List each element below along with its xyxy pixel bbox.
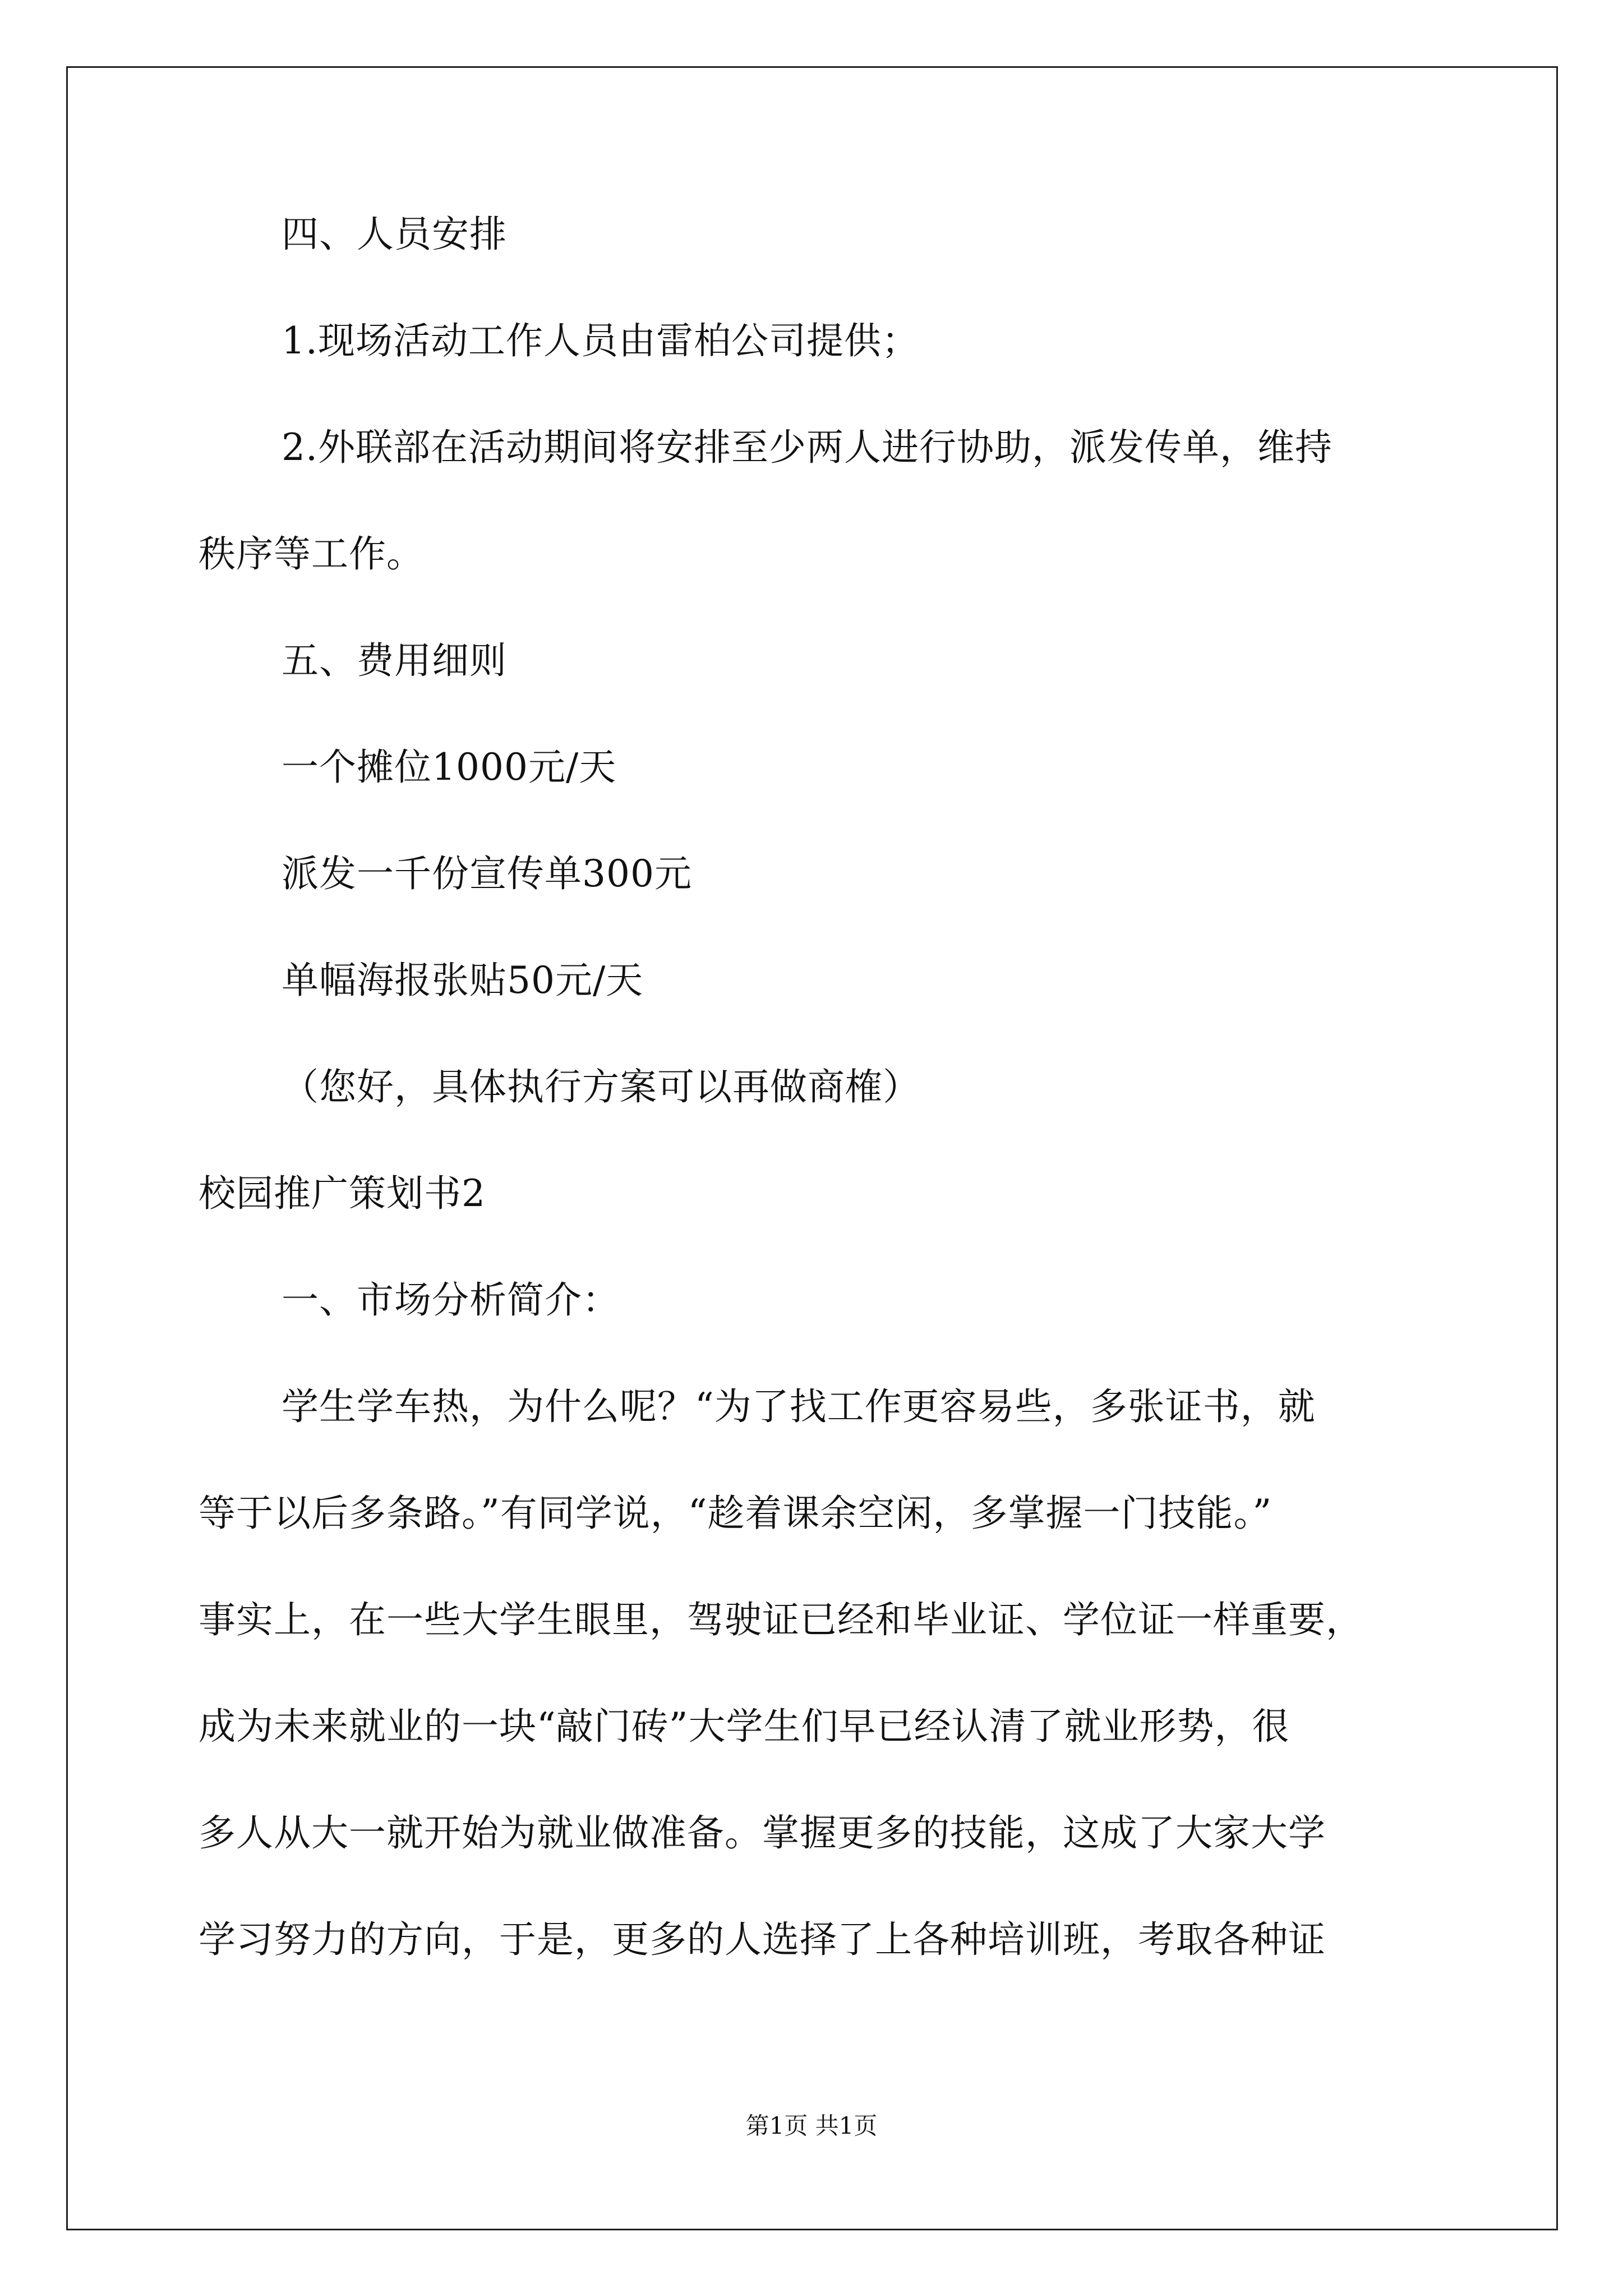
paragraph-line: 一个摊位1000元/天: [282, 746, 617, 789]
paragraph-line: 多人从大一就开始为就业做准备。掌握更多的技能，这成了大家大学: [199, 1811, 1326, 1855]
paragraph-line: 学生学车热，为什么呢？“为了找工作更容易些，多张证书，就: [282, 1385, 1316, 1428]
paragraph-line: 2.外联部在活动期间将安排至少两人进行协助，派发传单，维持: [282, 426, 1332, 469]
section-heading-market: 一、市场分析简介：: [282, 1278, 620, 1322]
page-border: [66, 66, 1558, 2230]
paragraph-line: 秩序等工作。: [199, 532, 424, 576]
paragraph-line: 等于以后多条路。”有同学说，“趁着课余空闲，多掌握一门技能。”: [199, 1492, 1272, 1535]
paragraph-line: 派发一千份宣传单300元: [282, 852, 692, 895]
paragraph-line: （您好，具体执行方案可以再做商榷）: [282, 1065, 920, 1108]
page-footer: 第1页 共1页: [745, 2112, 878, 2139]
paragraph-line: 学习努力的方向，于是，更多的人选择了上各种培训班，考取各种证: [199, 1918, 1326, 1961]
paragraph-line: 单幅海报张贴50元/天: [282, 959, 644, 1002]
section-heading-staffing: 四、人员安排: [282, 213, 507, 256]
document-title: 校园推广策划书2: [199, 1172, 486, 1215]
paragraph-line: 1.现场活动工作人员由雷柏公司提供；: [282, 319, 919, 362]
section-heading-costs: 五、费用细则: [282, 639, 507, 682]
paragraph-line: 成为未来就业的一块“敲门砖”大学生们早已经认清了就业形势，很: [199, 1705, 1290, 1748]
paragraph-line: 事实上，在一些大学生眼里，驾驶证已经和毕业证、学位证一样重要，: [199, 1598, 1363, 1641]
